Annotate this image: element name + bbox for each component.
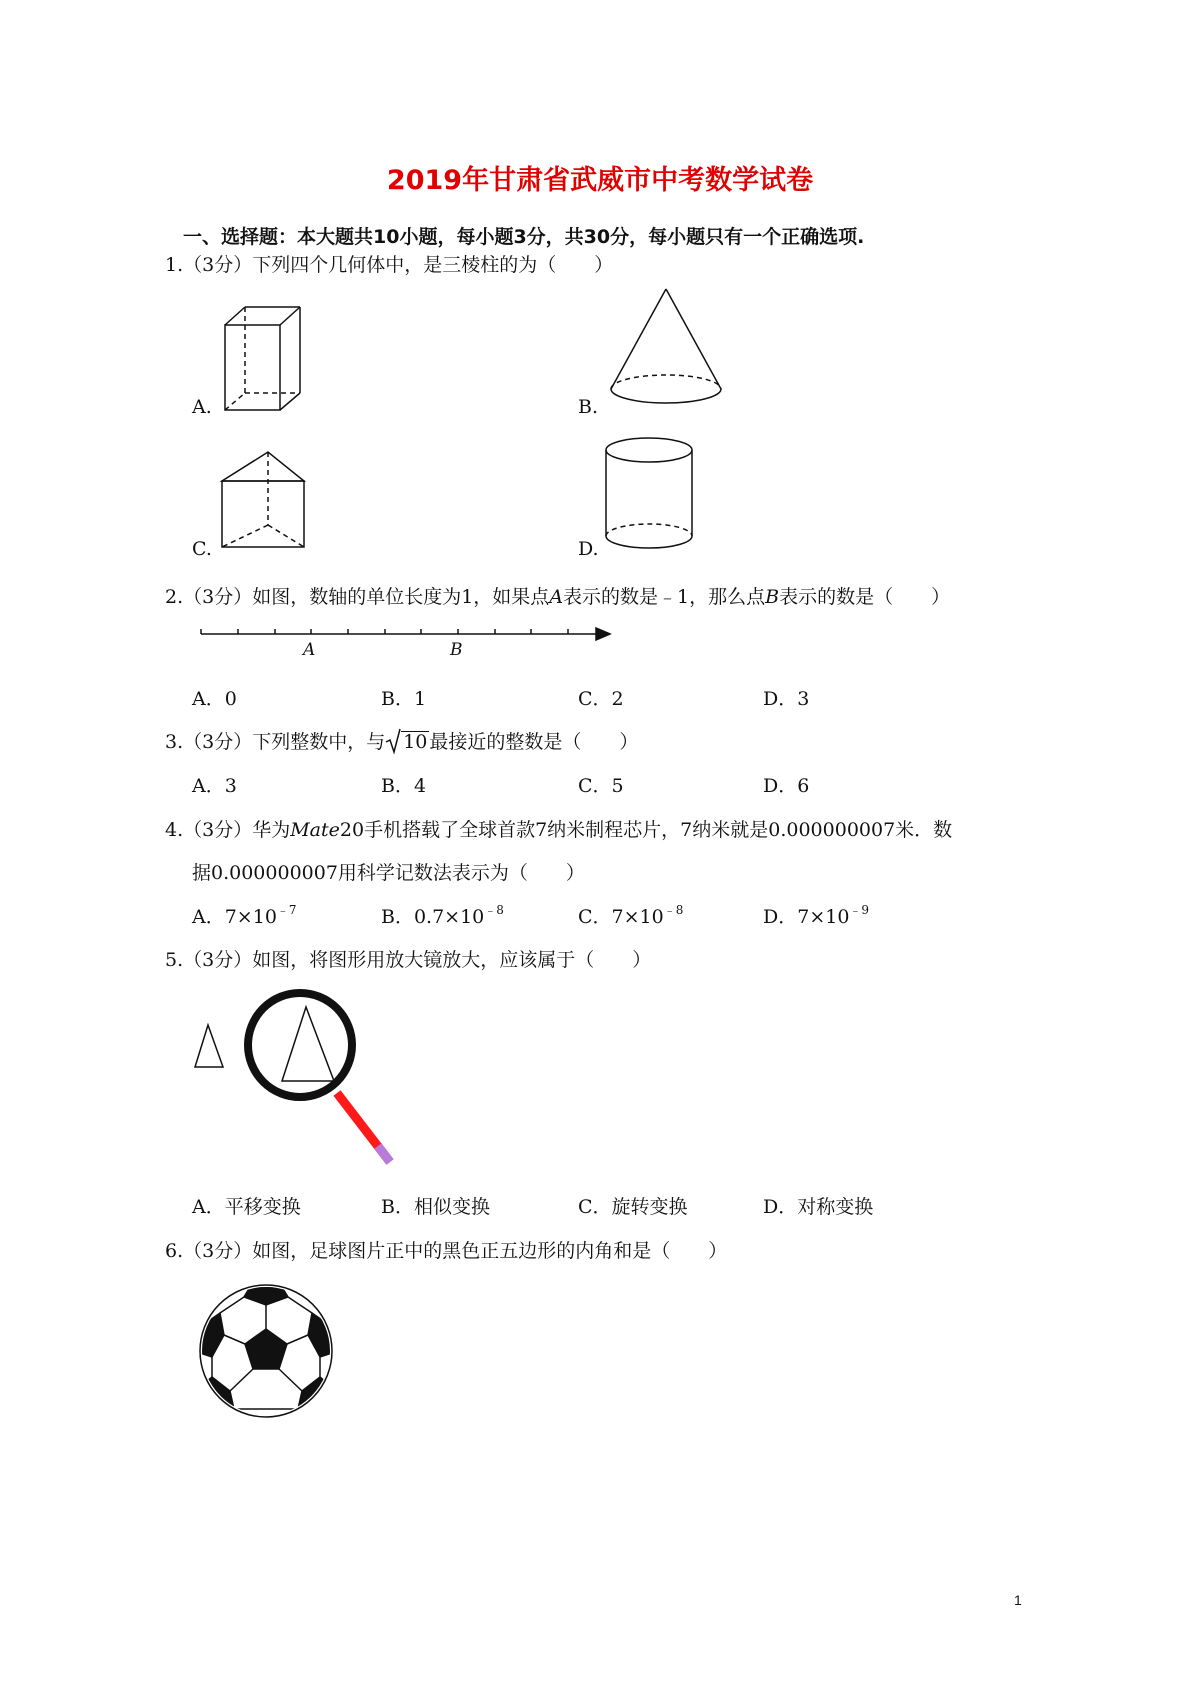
- q4-option-d-exponent: ﹣9: [849, 903, 870, 917]
- q2-text-post: 表示的数是（ ）: [779, 586, 951, 608]
- soccer-ball-figure: [198, 1283, 334, 1419]
- question-4-line-1: [165, 815, 952, 842]
- q4-option-c-exponent: ﹣8: [663, 903, 684, 917]
- question-6: 6.（3分）如图，足球图片正中的黑色正五边形的内角和是（ ）: [165, 1240, 728, 1262]
- q4-brand: Mate: [290, 819, 340, 841]
- q4-text-post: 20手机搭载了全球首款7纳米制程芯片，7纳米就是0.000000007米．数: [339, 819, 953, 841]
- q4-option-a-exponent: ﹣7: [276, 903, 297, 917]
- q3-text-post: 最接近的整数是（ ）: [429, 731, 639, 753]
- q2-option-a[interactable]: A．0: [192, 688, 237, 710]
- q3-option-b[interactable]: B．4: [381, 775, 427, 797]
- q5-option-a[interactable]: A．平移变换: [192, 1196, 301, 1218]
- q5-option-b[interactable]: B．相似变换: [381, 1196, 490, 1218]
- q3-text-pre: 3.（3分）下列整数中，与: [165, 731, 386, 753]
- question-2: [165, 582, 950, 609]
- triangular-prism-figure: [218, 448, 313, 553]
- question-5: 5.（3分）如图，将图形用放大镜放大，应该属于（ ）: [165, 949, 652, 971]
- q4-option-a[interactable]: [192, 902, 297, 929]
- number-line: [195, 622, 615, 667]
- question-4-line-2: 据0.000000007用科学记数法表示为（ ）: [192, 862, 585, 884]
- q5-option-c[interactable]: C．旋转变换: [578, 1196, 688, 1218]
- cuboid-figure: [215, 305, 305, 415]
- q4-text-pre: 4.（3分）华为: [165, 819, 291, 841]
- q4-option-d-base: D．7×10: [763, 906, 850, 928]
- q4-option-a-base: A．7×10: [192, 906, 277, 928]
- q4-option-c-base: C．7×10: [578, 906, 664, 928]
- q3-option-c[interactable]: C．5: [578, 775, 624, 797]
- cylinder-figure: [602, 436, 697, 561]
- q2-option-d[interactable]: D．3: [763, 688, 810, 710]
- question-3: [165, 727, 638, 754]
- page-number: 1: [1014, 1592, 1022, 1608]
- page-title: 2019年甘肃省武威市中考数学试卷: [386, 165, 814, 196]
- q2-option-c[interactable]: C．2: [578, 688, 624, 710]
- q4-option-d[interactable]: [763, 902, 869, 929]
- q1-option-d[interactable]: D.: [578, 538, 599, 560]
- number-line-label-a: A: [303, 640, 316, 660]
- q4-option-c[interactable]: [578, 902, 683, 929]
- q1-option-c[interactable]: C.: [192, 538, 212, 560]
- q1-option-b[interactable]: B.: [578, 396, 599, 418]
- q5-option-d[interactable]: D．对称变换: [763, 1196, 874, 1218]
- q3-option-a[interactable]: A．3: [192, 775, 237, 797]
- q2-text-mid: 表示的数是﹣1，那么点: [563, 586, 766, 608]
- number-line-label-b: B: [450, 640, 463, 660]
- q4-option-b-base: B．0.7×10: [381, 906, 485, 928]
- q2-option-b[interactable]: B．1: [381, 688, 427, 710]
- q4-option-b[interactable]: [381, 902, 504, 929]
- q4-option-b-exponent: ﹣8: [484, 903, 504, 917]
- sqrt-expression: [385, 731, 429, 753]
- section-heading: 一、选择题：本大题共10小题，每小题3分，共30分，每小题只有一个正确选项.: [183, 226, 865, 248]
- q2-text-pre: 2.（3分）如图，数轴的单位长度为1，如果点: [165, 586, 550, 608]
- q2-point-b: B: [765, 586, 780, 608]
- small-triangle: [195, 1025, 223, 1067]
- magnifier-handle-tip: [378, 1146, 390, 1162]
- q3-option-d[interactable]: D．6: [763, 775, 810, 797]
- q2-point-a: A: [549, 586, 564, 608]
- sqrt-radicand: 10: [403, 731, 428, 753]
- q1-option-a[interactable]: A.: [192, 396, 212, 418]
- magnifier-figure: [190, 985, 410, 1175]
- cone-figure: [608, 287, 728, 412]
- question-1: 1.（3分）下列四个几何体中，是三棱柱的为（ ）: [165, 254, 614, 276]
